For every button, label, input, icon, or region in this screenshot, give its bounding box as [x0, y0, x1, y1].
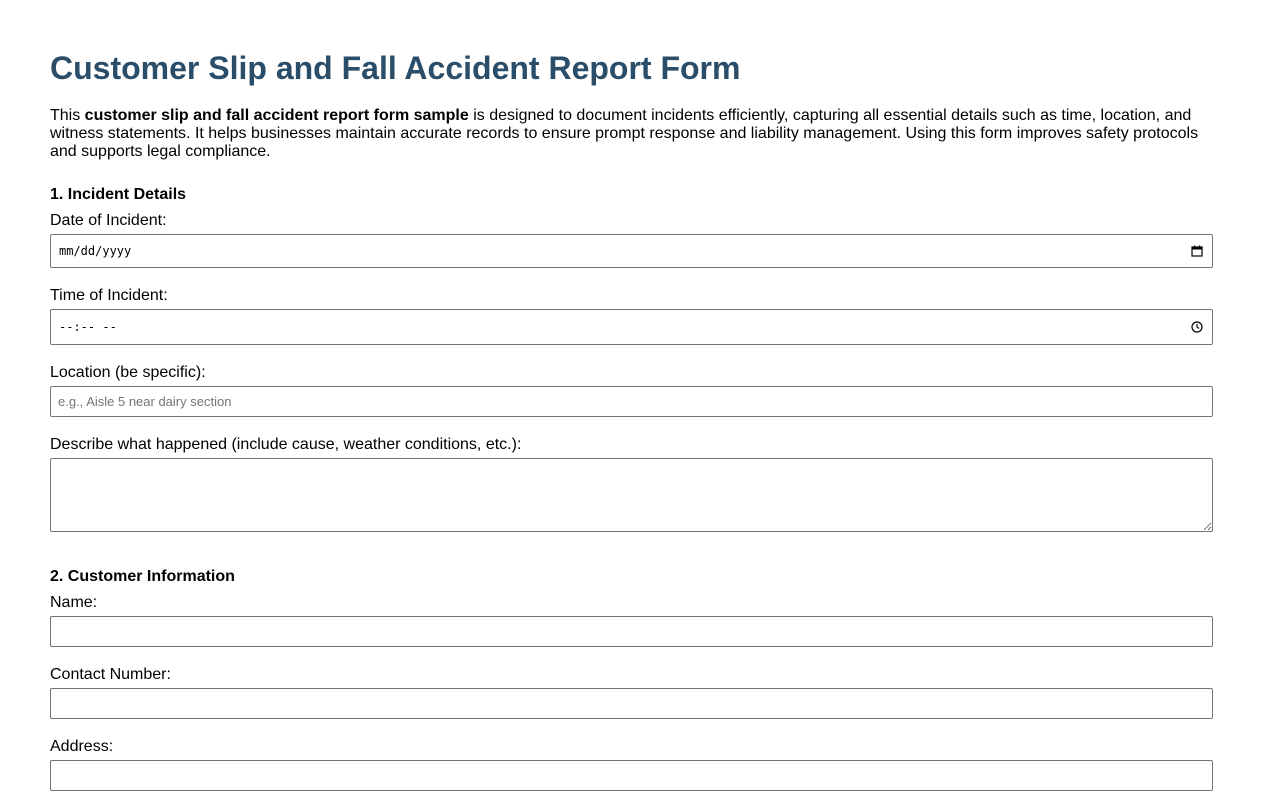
- contact-number-input[interactable]: [50, 688, 1213, 719]
- intro-suffix: is designed to document incidents efficiently, capturing all essential details such as time, location, and witness statements. It helps businesses maintain accurate records to ensure prompt response and liability management. Using this form improves safety protocols and supports legal compliance.: [50, 107, 1199, 160]
- address-label: Address:: [50, 738, 114, 755]
- location-input[interactable]: [50, 386, 1213, 417]
- section-heading-incident-details: 1. Incident Details: [50, 186, 187, 203]
- intro-paragraph: [50, 107, 1213, 161]
- time-of-incident-label: Time of Incident:: [50, 287, 168, 304]
- time-input-value: --:-- --: [59, 320, 117, 334]
- description-label: Describe what happened (include cause, weather conditions, etc.):: [50, 436, 522, 453]
- address-input[interactable]: [50, 760, 1213, 791]
- intro-bold-text: customer slip and fall accident report form sample: [84, 107, 469, 124]
- date-of-incident-label: Date of Incident:: [50, 212, 167, 229]
- name-input[interactable]: [50, 616, 1213, 647]
- date-of-incident-input[interactable]: [50, 234, 1213, 268]
- contact-number-label: Contact Number:: [50, 666, 171, 683]
- page-title: Customer Slip and Fall Accident Report Form: [50, 50, 741, 86]
- section-heading-customer-information: 2. Customer Information: [50, 568, 235, 585]
- clock-icon[interactable]: [1190, 320, 1204, 334]
- name-label: Name:: [50, 594, 98, 611]
- calendar-icon[interactable]: [1190, 244, 1204, 258]
- time-of-incident-input[interactable]: [50, 309, 1213, 345]
- intro-prefix: This: [50, 107, 85, 124]
- location-label: Location (be specific):: [50, 364, 206, 381]
- date-input-value: mm/dd/yyyy: [59, 244, 132, 258]
- description-textarea[interactable]: [50, 458, 1213, 532]
